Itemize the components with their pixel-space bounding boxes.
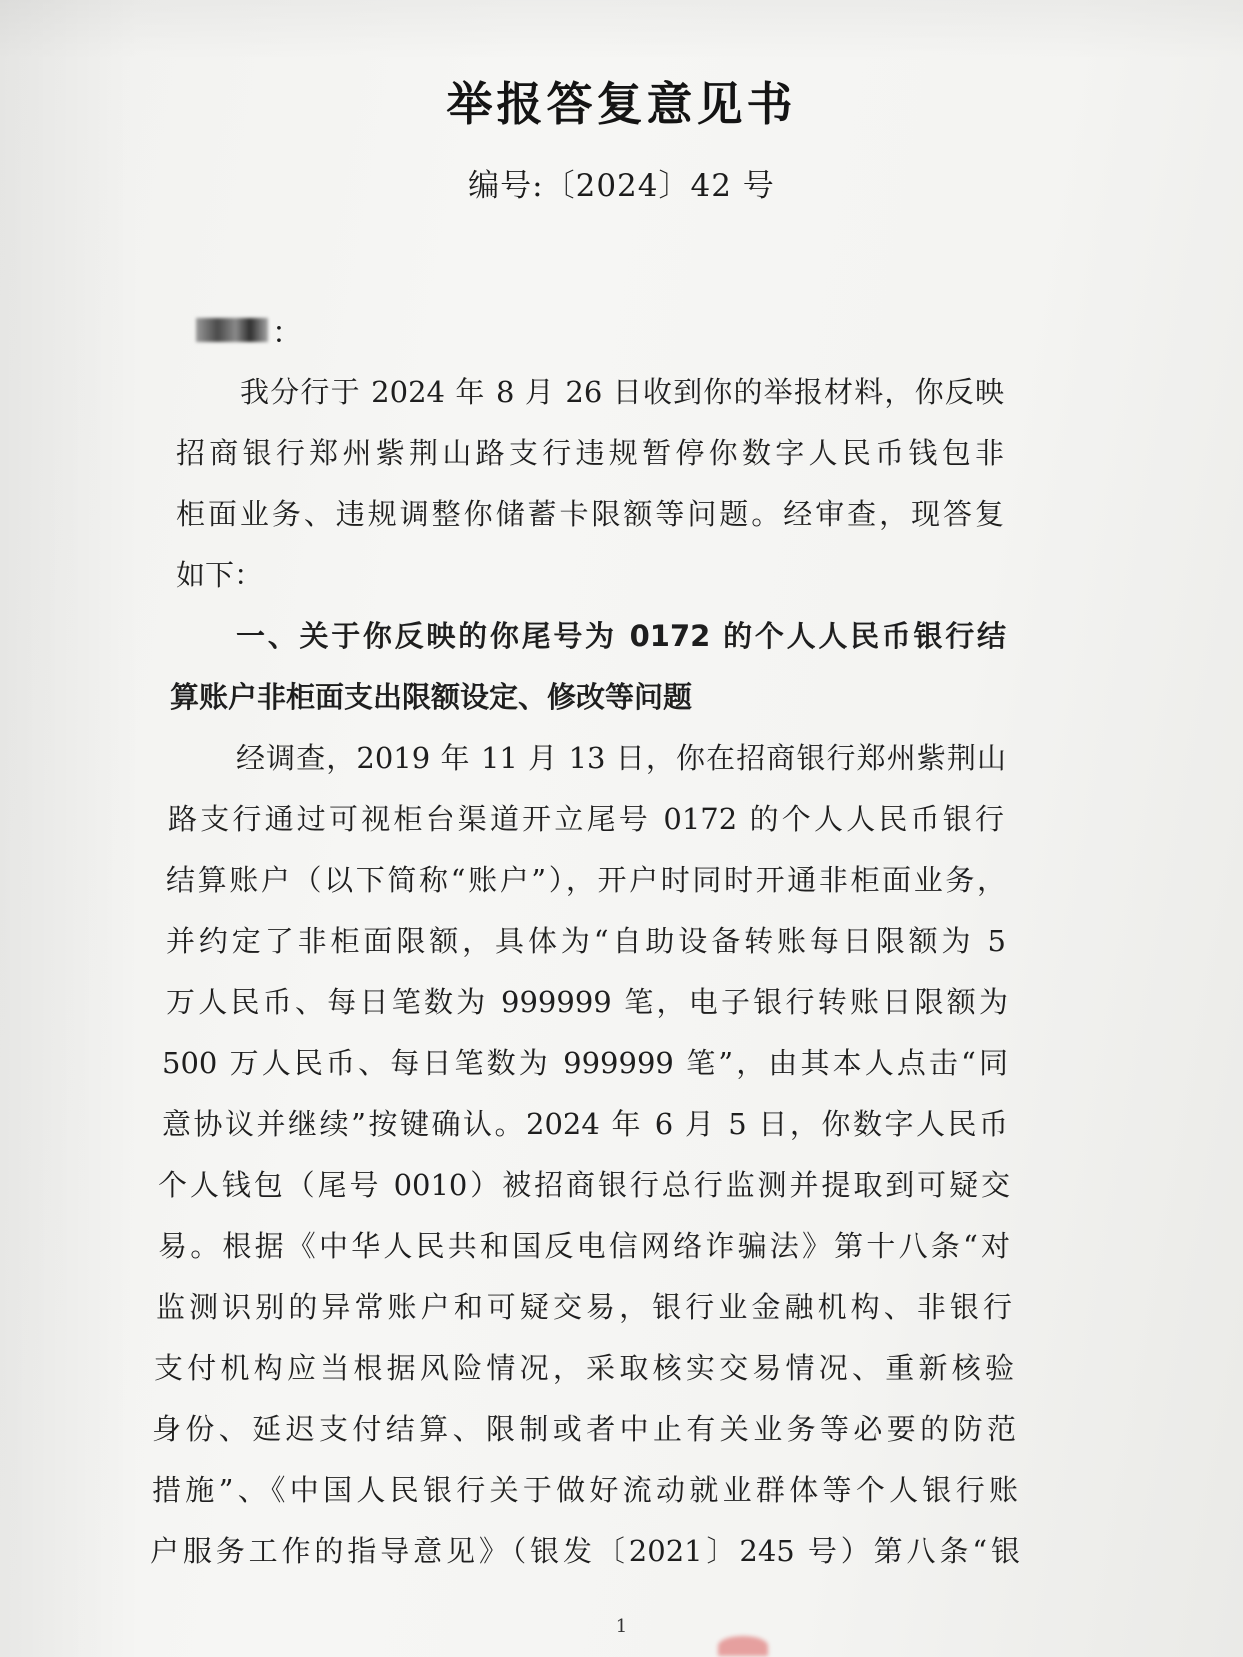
document-body (0, 362, 1243, 1582)
section-heading-line: 一、关于你反映的你尾号为 0172 的个人人民币银行结 (236, 619, 1006, 653)
document-number: 编号:〔2024〕42 号 (468, 168, 775, 204)
paragraph-line: 路支行通过可视柜台渠道开立尾号 0172 的个人人民币银行 (168, 802, 1004, 836)
paragraph-line: 我分行于 2024 年 8 月 26 日收到你的举报材料，你反映 (240, 375, 1004, 409)
paragraph-line: 易。根据《中华人民共和国反电信网络诈骗法》第十八条“对 (158, 1229, 1010, 1263)
paragraph-line: 经调查，2019 年 11 月 13 日，你在招商银行郑州紫荆山 (236, 741, 1006, 775)
paragraph-line: 措施”、《中国人民银行关于做好流动就业群体等个人银行账 (152, 1473, 1018, 1507)
paragraph-line: 万人民币、每日笔数为 999999 笔，电子银行转账日限额为 (166, 985, 1008, 1019)
paragraph-line: 监测识别的异常账户和可疑交易，银行业金融机构、非银行 (156, 1290, 1012, 1324)
page-number: 1 (615, 1616, 628, 1637)
paragraph-line: 意协议并继续”按键确认。2024 年 6 月 5 日，你数字人民币 (162, 1107, 1008, 1141)
paragraph-line: 柜面业务、违规调整你储蓄卡限额等问题。经审查，现答复 (176, 497, 1004, 531)
paragraph-line: 结算账户（以下简称“账户”），开户时同时开通非柜面业务， (166, 863, 1006, 897)
paragraph-line: 个人钱包（尾号 0010）被招商银行总行监测并提取到可疑交 (158, 1168, 1010, 1202)
paragraph-line: 如下： (176, 558, 264, 592)
salutation-colon: ： (272, 316, 302, 351)
paragraph-line: 户服务工作的指导意见》（银发〔2021〕245 号）第八条“银 (150, 1534, 1020, 1568)
paragraph-line: 身份、延迟支付结算、限制或者中止有关业务等必要的防范 (152, 1412, 1016, 1446)
document-title: 举报答复意见书 (446, 77, 797, 131)
salutation (196, 310, 302, 350)
section-heading-line: 算账户非柜面支出限额设定、修改等问题 (170, 680, 693, 714)
redacted-name (196, 318, 268, 342)
paragraph-line: 招商银行郑州紫荆山路支行违规暂停你数字人民币钱包非 (176, 436, 1004, 470)
paragraph-line: 并约定了非柜面限额，具体为“自助设备转账每日限额为 5 (166, 924, 1006, 958)
red-seal-fragment (718, 1636, 768, 1656)
paragraph-line: 500 万人民币、每日笔数为 999999 笔”，由其本人点击“同 (162, 1046, 1008, 1080)
page-shadow-top (0, 0, 1243, 60)
paragraph-line: 支付机构应当根据风险情况，采取核实交易情况、重新核验 (154, 1351, 1014, 1385)
